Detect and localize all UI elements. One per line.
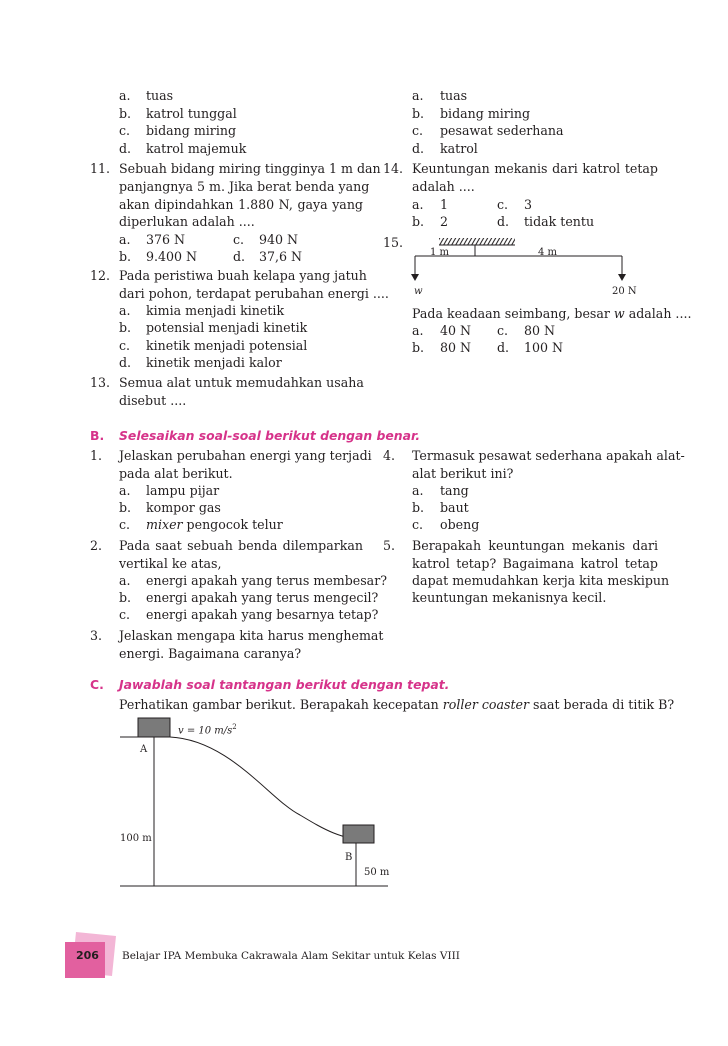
option-letter: a. <box>412 323 424 338</box>
height-a-label: 100 m <box>120 833 152 844</box>
option-letter: c. <box>119 338 131 353</box>
option-letter: b. <box>119 500 132 515</box>
option-text: obeng <box>440 517 480 532</box>
question-number: 11. <box>90 161 111 176</box>
option-letter: a. <box>119 483 131 498</box>
option-text <box>146 516 283 534</box>
option-letter: d. <box>233 249 246 264</box>
velocity-value: v = 10 m/s <box>178 725 233 737</box>
option-text: kinetik menjadi potensial <box>146 338 308 353</box>
question-text: diperlukan adalah .... <box>119 214 255 229</box>
question-text-part: Pada keadaan seimbang, besar <box>412 306 614 321</box>
question-number: 13. <box>90 375 111 390</box>
option-text: tidak tentu <box>524 214 595 229</box>
option-text: lampu pijar <box>146 483 220 498</box>
question-text: Pada peristiwa buah kelapa yang jatuh <box>119 268 367 283</box>
lever-left-weight: w <box>414 286 423 297</box>
option-text: energi apakah yang besarnya tetap? <box>146 607 379 622</box>
option-text: 1 <box>440 197 449 212</box>
option-letter: b. <box>412 500 425 515</box>
option-text: 3 <box>524 197 533 212</box>
option-letter: a. <box>119 303 131 318</box>
option-text: tang <box>440 483 469 498</box>
lever-diagram <box>405 234 645 298</box>
height-b-label: 50 m <box>364 867 390 878</box>
prompt-italic: roller coaster <box>442 697 530 712</box>
ceiling-hatch <box>439 238 515 245</box>
section-title: Jawablah soal tantangan berikut dengan tepat. <box>119 677 450 692</box>
velocity-superscript: 2 <box>232 723 237 731</box>
point-a-label: A <box>140 744 148 755</box>
option-letter: c. <box>497 323 509 338</box>
question-text: disebut .... <box>119 393 187 408</box>
option-letter: d. <box>412 141 425 156</box>
option-text: 100 N <box>524 340 564 355</box>
option-letter: a. <box>412 483 424 498</box>
option-letter: b. <box>412 106 425 121</box>
option-text: tuas <box>440 88 468 103</box>
roller-coaster-diagram <box>110 715 400 895</box>
option-letter: d. <box>497 214 510 229</box>
option-text: 37,6 N <box>259 249 303 264</box>
cart-b <box>343 825 374 843</box>
option-text: kinetik menjadi kalor <box>146 355 282 370</box>
question-text: pada alat berikut. <box>119 466 233 481</box>
option-letter: a. <box>119 573 131 588</box>
lever-left-length: 1 m <box>430 247 450 258</box>
question-number: 1. <box>90 448 103 463</box>
question-text-part: adalah .... <box>624 306 692 321</box>
option-letter: c. <box>119 123 131 138</box>
question-text: vertikal ke atas, <box>119 556 222 571</box>
right-arrow-head <box>618 274 626 281</box>
lever-right-weight: 20 N <box>612 286 637 297</box>
option-text: katrol tunggal <box>146 106 237 121</box>
question-text: alat berikut ini? <box>412 466 514 481</box>
option-letter: a. <box>412 197 424 212</box>
section-title: Selesaikan soal-soal berikut dengan benar. <box>119 428 421 443</box>
option-text: 2 <box>440 214 449 229</box>
option-letter: c. <box>119 607 131 622</box>
point-b-label: B <box>345 852 353 863</box>
question-text: energi. Bagaimana caranya? <box>119 646 302 661</box>
option-text: bidang miring <box>440 106 531 121</box>
question-number: 2. <box>90 538 103 553</box>
question-text: dapat memudahkan kerja kita meskipun <box>412 573 670 588</box>
option-text: katrol majemuk <box>146 141 247 156</box>
page-number: 206 <box>76 949 99 962</box>
option-text: tuas <box>146 88 174 103</box>
question-text: Jelaskan mengapa kita harus menghemat <box>119 628 384 643</box>
option-text: baut <box>440 500 469 515</box>
option-text: 80 N <box>524 323 556 338</box>
option-letter: d. <box>119 355 132 370</box>
section-letter: C. <box>90 677 104 692</box>
option-text: energi apakah yang terus membesar? <box>146 573 387 588</box>
section-letter: B. <box>90 428 105 443</box>
option-letter: b. <box>119 249 132 264</box>
cart-a <box>138 718 170 737</box>
challenge-prompt <box>119 696 674 714</box>
question-number: 3. <box>90 628 103 643</box>
option-letter: a. <box>412 88 424 103</box>
question-variable: w <box>613 306 625 321</box>
question-number: 15. <box>383 235 404 250</box>
option-letter: b. <box>412 214 425 229</box>
left-arrow-head <box>411 274 419 281</box>
option-italic-word: mixer <box>146 517 183 532</box>
question-text: Sebuah bidang miring tingginya 1 m dan <box>119 161 381 176</box>
option-text: pesawat sederhana <box>440 123 564 138</box>
option-text: bidang miring <box>146 123 237 138</box>
question-number: 12. <box>90 268 111 283</box>
option-letter: d. <box>497 340 510 355</box>
prompt-text-part: Perhatikan gambar berikut. Berapakah kecepatan <box>119 697 443 712</box>
option-letter: c. <box>119 517 131 532</box>
question-text: akan dipindahkan 1.880 N, gaya yang <box>119 197 363 212</box>
option-letter: b. <box>412 340 425 355</box>
question-text <box>412 305 691 323</box>
option-text: katrol <box>440 141 478 156</box>
option-letter: b. <box>119 320 132 335</box>
option-letter: c. <box>412 123 424 138</box>
option-letter: c. <box>233 232 245 247</box>
option-text: 9.400 N <box>146 249 198 264</box>
option-text: kimia menjadi kinetik <box>146 303 285 318</box>
question-number: 5. <box>383 538 396 553</box>
question-text: Semua alat untuk memudahkan usaha <box>119 375 364 390</box>
option-text: kompor gas <box>146 500 221 515</box>
option-text-part: pengocok telur <box>182 517 283 532</box>
option-letter: b. <box>119 106 132 121</box>
book-title: Belajar IPA Membuka Cakrawala Alam Sekitar untuk Kelas VIII <box>122 950 460 962</box>
question-text: adalah .... <box>412 179 475 194</box>
option-text: 376 N <box>146 232 186 247</box>
question-text: Pada saat sebuah benda dilemparkan <box>119 538 363 553</box>
question-text: Termasuk pesawat sederhana apakah alat- <box>412 448 685 463</box>
option-text: 940 N <box>259 232 299 247</box>
option-letter: c. <box>497 197 509 212</box>
question-text: panjangnya 5 m. Jika berat benda yang <box>119 179 370 194</box>
option-text: 40 N <box>440 323 472 338</box>
question-text: Berapakah keuntungan mekanis dari <box>412 538 658 553</box>
option-letter: a. <box>119 88 131 103</box>
velocity-label <box>178 721 237 737</box>
option-letter: d. <box>119 141 132 156</box>
option-text: 80 N <box>440 340 472 355</box>
option-text: potensial menjadi kinetik <box>146 320 308 335</box>
option-text: energi apakah yang terus mengecil? <box>146 590 379 605</box>
question-number: 4. <box>383 448 396 463</box>
lever-right-length: 4 m <box>538 247 558 258</box>
question-text: dari pohon, terdapat perubahan energi .... <box>119 286 389 301</box>
option-letter: a. <box>119 232 131 247</box>
question-text: Jelaskan perubahan energi yang terjadi <box>119 448 372 463</box>
question-text: keuntungan mekanisnya kecil. <box>412 590 607 605</box>
prompt-text-part: saat berada di titik B? <box>529 697 675 712</box>
question-text: Keuntungan mekanis dari katrol tetap <box>412 161 658 176</box>
question-text: katrol tetap? Bagaimana katrol tetap <box>412 556 658 571</box>
option-letter: c. <box>412 517 424 532</box>
option-letter: b. <box>119 590 132 605</box>
question-number: 14. <box>383 161 404 176</box>
